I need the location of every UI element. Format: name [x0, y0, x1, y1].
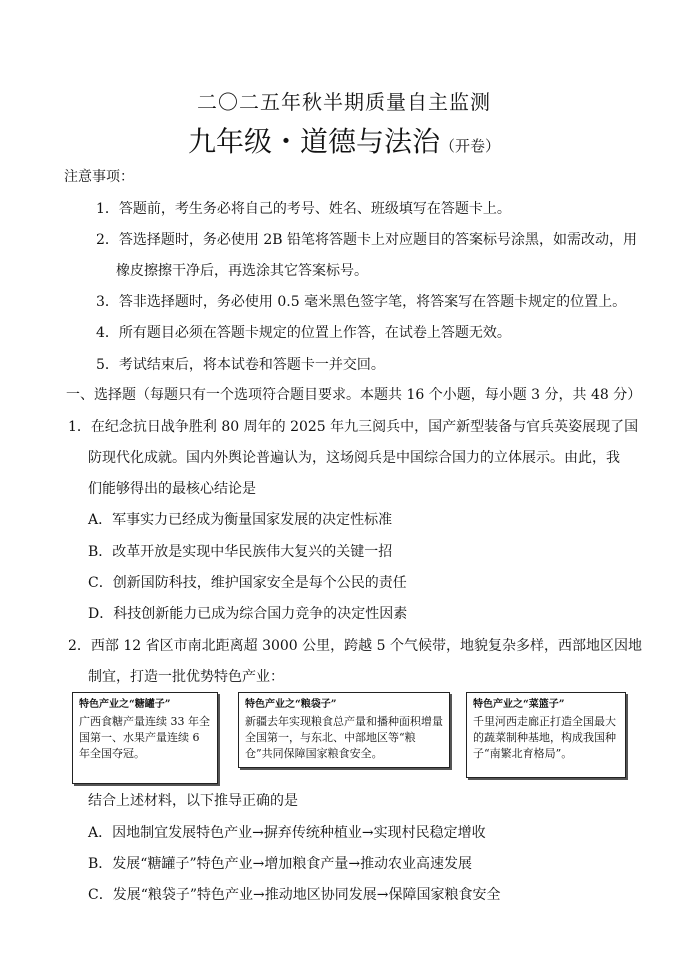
question-2-option-c[interactable]: C．发展“粮袋子”特色产业→推动地区协同发展→保障国家粮食安全 — [88, 887, 501, 903]
notice-item-continued: 橡皮擦擦干净后，再选涂其它答案标号。 — [116, 263, 368, 279]
question-2-line: 2．西部 12 省区市南北距离超 3000 公里，跨越 5 个气候带，地貌复杂多样，西部地区因地 — [68, 638, 642, 654]
material-box-grain — [238, 692, 450, 768]
material-box-text: 新疆去年实现粮食总产量和播种面积增量全国第一，与东北、中部地区等“粮仓”共同保障国家粮食安全。 — [245, 715, 443, 760]
question-2-option-b[interactable]: B．发展“糖罐子”特色产业→增加粮食产量→推动农业高速发展 — [88, 856, 473, 872]
material-box-title: 特色产业之“粮袋子” — [245, 699, 337, 710]
question-2-stem: 结合上述材料，以下推导正确的是 — [88, 793, 298, 809]
notice-item: 3．答非选择题时，务必使用 0.5 毫米黑色签字笔，将答案写在答题卡规定的位置上。 — [96, 294, 627, 310]
question-1-option-b[interactable]: B．改革开放是实现中华民族伟大复兴的关键一招 — [88, 544, 393, 560]
subject-title — [0, 120, 688, 160]
exam-title: 二〇二五年秋半期质量自主监测 — [197, 90, 491, 114]
question-1-option-c[interactable]: C．创新国防科技，维护国家安全是每个公民的责任 — [88, 575, 407, 591]
question-2-line: 制宜，打造一批优势特色产业： — [88, 669, 284, 685]
material-box-sugar — [72, 692, 218, 784]
subject-note: （开卷） — [440, 137, 501, 155]
question-2-option-a[interactable]: A．因地制宜发展特色产业→摒弃传统种植业→实现村民稳定增收 — [88, 825, 486, 841]
notice-item: 5．考试结束后，将本试卷和答题卡一并交回。 — [96, 357, 385, 373]
section-heading: 一、选择题（每题只有一个选项符合题目要求。本题共 16 个小题，每小题 3 分，共 48 分） — [66, 387, 642, 403]
question-1-line: 防现代化成就。国内外舆论普遍认为，这场阅兵是中国综合国力的立体展示。由此，我 — [88, 450, 620, 466]
question-1-option-a[interactable]: A．军事实力已经成为衡量国家发展的决定性标准 — [88, 512, 393, 528]
question-1-line: 们能够得出的最核心结论是 — [88, 481, 256, 497]
notice-item: 1．答题前，考生务必将自己的考号、姓名、班级填写在答题卡上。 — [96, 201, 511, 217]
question-1-option-d[interactable]: D．科技创新能力已成为综合国力竞争的决定性因素 — [88, 606, 408, 622]
material-box-vegetable — [466, 692, 626, 778]
notice-item: 4．所有题目必须在答题卡规定的位置上作答，在试卷上答题无效。 — [96, 325, 511, 341]
question-1-line: 1．在纪念抗日战争胜利 80 周年的 2025 年九三阅兵中，国产新型装备与官兵英姿展现了国 — [68, 419, 639, 435]
notice-heading: 注意事项： — [64, 169, 134, 185]
material-box-text: 千里河西走廊正打造全国最大的蔬菜制种基地，构成我国种子“南繁北育格局”。 — [473, 715, 616, 760]
subject-name: 九年级・道德与法治 — [187, 125, 440, 158]
material-box-text: 广西食糖产量连续 33 年全国第一、水果产量连续 6 年全国夺冠。 — [79, 715, 210, 760]
material-box-title: 特色产业之“菜篮子” — [473, 699, 565, 710]
material-box-title: 特色产业之“糖罐子” — [79, 699, 171, 710]
notice-item: 2．答选择题时，务必使用 2B 铅笔将答题卡上对应题目的答案标号涂黑，如需改动，用 — [96, 232, 638, 248]
